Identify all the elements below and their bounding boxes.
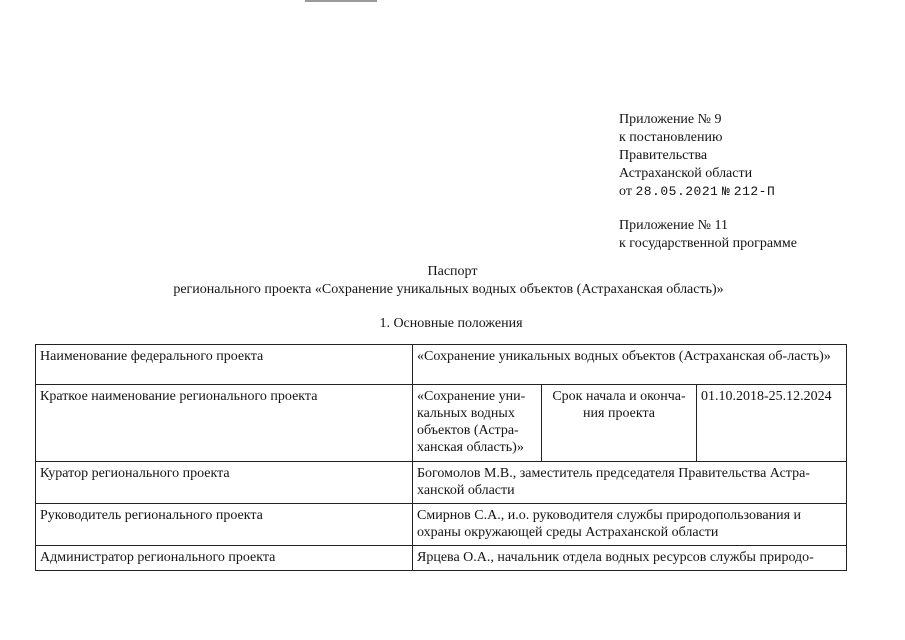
- passport-subtitle: регионального проекта «Сохранение уникальных водных объектов (Астраханская область)»: [173, 282, 724, 297]
- document-number: 212-П: [733, 184, 776, 199]
- short-name-split-cell: [413, 385, 847, 462]
- passport-title: Паспорт: [427, 264, 478, 279]
- number-prefix: №: [721, 184, 731, 199]
- federal-project-value: «Сохранение уникальных водных объектов (Астраханская об-ласть)»: [413, 345, 847, 385]
- appendix-9-line1: Приложение № 9: [619, 112, 722, 127]
- passport-heading: [0, 263, 905, 299]
- short-name-inner-table: [413, 385, 846, 461]
- table-row: [36, 385, 847, 462]
- project-period-value: 01.10.2018-25.12.2024: [701, 389, 832, 404]
- curator-value: Богомолов М.В., заместитель председателя Правительства Астра-ханской области: [413, 462, 847, 504]
- table-row: [36, 345, 847, 385]
- document-date: 28.05.2021: [635, 184, 719, 199]
- short-name-label: Краткое наименование регионального проекта: [36, 385, 413, 462]
- table-row: [36, 546, 847, 571]
- curator-label: Куратор регионального проекта: [36, 462, 413, 504]
- appendix-9-line4: Астраханской области: [619, 166, 753, 181]
- section-heading-text: 1. Основные положения: [379, 316, 523, 331]
- head-label: Руководитель регионального проекта: [36, 504, 413, 546]
- federal-project-label: Наименование федерального проекта: [36, 345, 413, 385]
- administrator-label: Администратор регионального проекта: [36, 546, 413, 571]
- top-edge-mark: [305, 0, 377, 2]
- project-period-label: Срок начала и оконча-ния проекта: [542, 385, 697, 461]
- table-row: [36, 504, 847, 546]
- appendix-11-line1: Приложение № 11: [619, 218, 728, 233]
- short-name-value: «Сохранение уни-кальных водных объектов (Астра-ханская область)»: [413, 385, 542, 461]
- main-provisions-table: [35, 344, 847, 571]
- appendix-9-block: [619, 111, 775, 201]
- table-row: [36, 462, 847, 504]
- appendix-11-line2: к государственной программе: [619, 236, 797, 251]
- head-value: Смирнов С.А., и.о. руководителя службы природопользования и охраны окружающей среды Астраханской области: [413, 504, 847, 546]
- table-row: [413, 385, 846, 461]
- appendix-11-block: [619, 217, 797, 253]
- date-prefix: от: [619, 184, 632, 199]
- section-heading: [0, 315, 905, 333]
- administrator-value: Ярцева О.А., начальник отдела водных ресурсов службы природо-: [413, 546, 847, 571]
- appendix-9-line2: к постановлению: [619, 130, 723, 145]
- appendix-9-date-line: [619, 183, 775, 201]
- appendix-9-line3: Правительства: [619, 148, 708, 163]
